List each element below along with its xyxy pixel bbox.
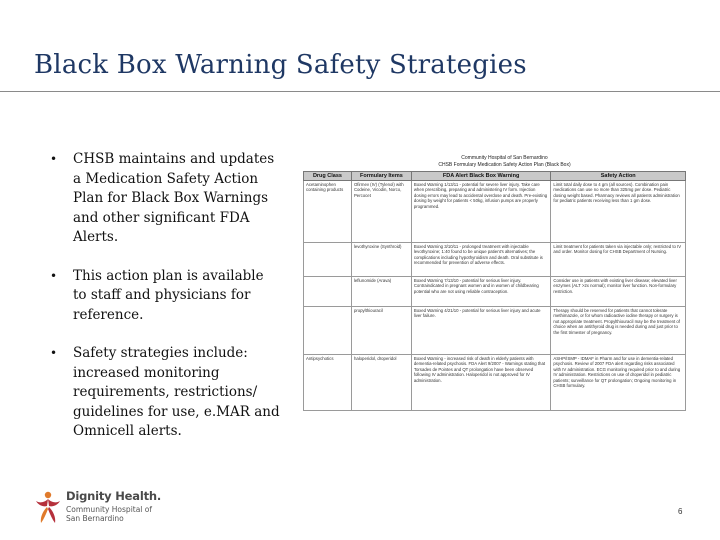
page-number: 6: [678, 507, 683, 516]
table-row: [304, 277, 686, 307]
document-heading-line: Community Hospital of San Bernardino: [461, 155, 548, 161]
document-heading: [323, 155, 686, 168]
table-cell: Boxed Warning 3/10/11 - prolonged treatment with injectable levothyroxine; 1:40 found to be unique patient's alternatives; the complications including hypothyroidism and death. Oral substitute is recommended for prevention of adverse effects.: [411, 243, 551, 277]
table-cell: haloperidol, droperidol: [351, 355, 411, 411]
bullet-text: This action plan is available to staff and physicians for reference.: [73, 267, 264, 323]
table-cell: leflunomide (Arava): [351, 277, 411, 307]
slide-title: Black Box Warning Safety Strategies: [34, 50, 527, 80]
bullet-item: [50, 344, 280, 442]
column-header: FDA Alert Black Box Warning: [411, 172, 551, 181]
action-plan-table: [303, 171, 686, 411]
column-header: Safety Action: [551, 172, 686, 181]
table-cell: Boxed Warning 1/13/11 - potential for severe liver injury. Take care when prescribing, preparing and administering IV form. Injection dosing errors may lead to accidental overdose and death. Pre-existing dosing by weight for patients < 50kg, infusion pumps are properly programmed.: [411, 181, 551, 243]
table-cell: Limit total daily dose to 4 gm (all sources). Combination pain medications can use no more than 325mg per dose. Pediatric dosing weight based. Pharmacy reviews all patients administration for pediatric patients receiving less than 1 gm dose.: [551, 181, 686, 243]
action-plan-document: [303, 155, 686, 410]
table-header-row: [304, 172, 686, 181]
table-cell: Consider use in patients with existing liver disease; elevated liver enzymes (ALT >2x normal); monitor liver function. Non-formulary restriction.: [551, 277, 686, 307]
title-divider: [0, 91, 720, 92]
column-header: Drug Class: [304, 172, 352, 181]
bullet-item: [50, 150, 280, 248]
table-cell: Antipsychotics: [304, 355, 352, 411]
table-row: [304, 243, 686, 277]
table-cell: Ofirmev (IV) (Tylenol) with Codeine, Vicodin, Norco, Percocet: [351, 181, 411, 243]
table-cell: Therapy should be reserved for patients that cannot tolerate methimazole, or for whom radioactive iodine therapy or surgery is not appropriate treatment. Propylthiouracil may be the treatment of choice when an antithyroid drug is needed during and just prior to the first trimester of pregnancy.: [551, 307, 686, 355]
bullet-text: Safety strategies include: increased monitoring requirements, restrictions/ guidelines for use, e.MAR and Omnicell alerts.: [73, 345, 280, 439]
table-cell: Acetaminophen containing products: [304, 181, 352, 243]
table-cell: [304, 307, 352, 355]
table-cell: propylthiouracil: [351, 307, 411, 355]
logo-subtitle: [66, 505, 176, 523]
table-cell: Boxed Warning 7/13/10 - potential for serious liver injury. Contraindicated in pregnant women and in women of childbearing potential who are not using reliable contraception.: [411, 277, 551, 307]
table-cell: Boxed Warning 4/21/10 - potential for serious liver injury and acute liver failure.: [411, 307, 551, 355]
table-row: [304, 307, 686, 355]
bullet-dot-icon: •: [50, 152, 58, 166]
logo-brand-text: Dignity Health.: [66, 489, 162, 503]
bullet-dot-icon: •: [50, 268, 58, 283]
table-cell: [304, 243, 352, 277]
table-cell: ASHP/ISMP - IDMAF in Pharm and for use in dementia-related psychosis. Review of 2007 FDA alert regarding risks associated with IV administration. ECG monitoring required prior to and during IV administration. Restrictions on use of droperidol in pediatric patients; surveillance for QT prolongation; Ongoing monitoring in CHSB formulary.: [551, 355, 686, 411]
column-header: Formulary Items: [351, 172, 411, 181]
logo-subtitle-line: San Bernardino: [66, 514, 124, 523]
bullet-text: CHSB maintains and updates a Medication Safety Action Plan for Black Box Warnings and other significant FDA Alerts.: [73, 151, 275, 245]
dignity-health-logo: [34, 487, 174, 532]
table-row: [304, 355, 686, 411]
logo-subtitle-line: Community Hospital of: [66, 505, 153, 514]
table-row: [304, 181, 686, 243]
document-heading-line: CHSB Formulary Medication Safety Action Plan (Black Box): [438, 161, 571, 168]
table-cell: Limit treatment for patients taken via injectable only; restricted to IV and order. Monitor dosing for CHSB Department of Nursing.: [551, 243, 686, 277]
bullet-dot-icon: •: [50, 346, 58, 360]
table-cell: levothyroxine (Synthroid): [351, 243, 411, 277]
table-cell: [304, 277, 352, 307]
bullet-list: [50, 150, 280, 461]
table-cell: Boxed Warning - increased risk of death in elderly patients with dementia-related psychosis. FDA Alert 9/2007 - Warnings stating that Torsades de Pointes and QT prolongation have been observed following IV administration. Haloperidol is not approved for IV administration.: [411, 355, 551, 411]
bullet-item: [50, 267, 280, 326]
dignity-health-mark-icon: [34, 489, 62, 529]
